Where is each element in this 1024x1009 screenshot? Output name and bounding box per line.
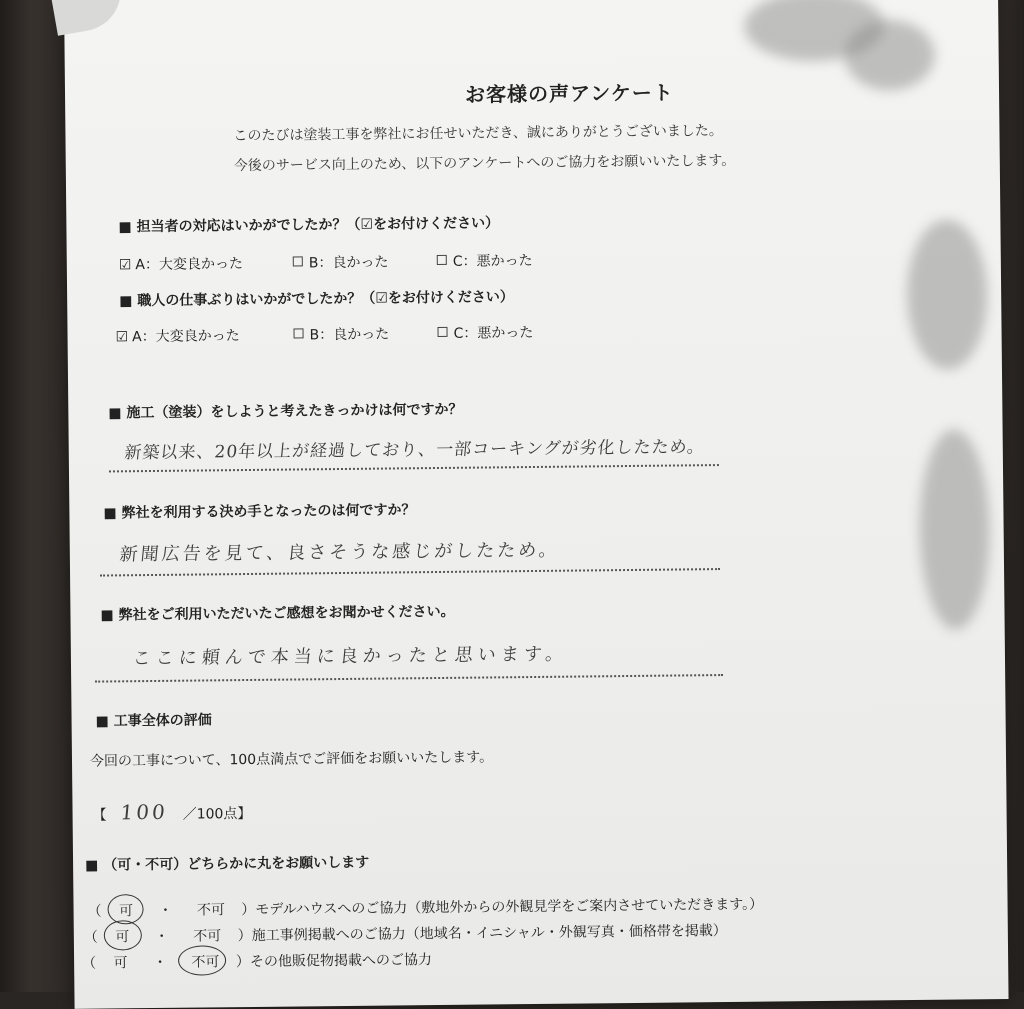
score-bracket: 【	[92, 807, 107, 824]
q2-option-b[interactable]: B：良かった	[293, 324, 389, 345]
q7-row-label: ）モデルハウスへのご協力（敷地外からの外観見学をご案内させていただきます。）	[241, 896, 764, 919]
intro-line-1: このたびは塗装工事を弊社にお任せいただき、誠にありがとうございました。	[233, 122, 723, 145]
q7-row-model-house[interactable]: （ 可 ・ 不可 ）モデルハウスへのご協力（敷地外からの外観見学をご案内させていただきます。）	[87, 896, 764, 920]
q1-option-b[interactable]: B：良かった	[293, 252, 389, 273]
q7-row-label: ）その他販促物掲載へのご協力	[235, 952, 433, 971]
paper-stain	[844, 20, 935, 91]
q2-question: ■ 職人の仕事ぶりはいかがでしたか？（☑をお付けください）	[119, 286, 514, 310]
q3-question: ■ 施工（塗装）をしようと考えたきっかけは何ですか？	[108, 399, 462, 423]
q3-handwritten-answer[interactable]: 新築以来、20年以上が経過しており、一部コーキングが劣化したため。	[123, 437, 706, 464]
checkbox-icon	[293, 256, 303, 266]
score-suffix: ／100点】	[182, 805, 252, 823]
score-entry[interactable]	[92, 799, 251, 825]
ng-choice[interactable]: 不可	[193, 928, 222, 945]
q1-option-c[interactable]: C：悪かった	[437, 250, 533, 271]
ok-choice[interactable]: 可	[115, 929, 130, 946]
q7-question: ■ （可・不可）どちらかに丸をお願いします	[85, 852, 369, 875]
ng-choice[interactable]: 不可	[191, 954, 220, 971]
ok-choice[interactable]: 可	[113, 955, 128, 972]
q6-prompt: 今回の工事について、100点満点でご評価をお願いいたします。	[89, 749, 494, 770]
q7-row-case-study[interactable]: （ 可 ・ 不可 ）施工事例掲載へのご協力（地域名・イニシャル・外観写真・価格帯を掲載）	[83, 923, 727, 946]
checkbox-icon	[437, 255, 447, 265]
ok-choice[interactable]: 可	[118, 903, 134, 920]
q4-question: ■ 弊社を利用する決め手となったのは何ですか？	[103, 499, 415, 522]
paper-stain	[906, 219, 988, 370]
q1-option-a[interactable]: ☑ A：大変良かった	[118, 256, 244, 274]
q7-row-label: ）施工事例掲載へのご協力（地域名・イニシャル・外観写真・価格帯を掲載）	[237, 923, 727, 945]
q6-question: ■ 工事全体の評価	[95, 709, 211, 730]
answer-line	[100, 568, 720, 576]
q4-handwritten-answer[interactable]: 新聞広告を見て、良さそうな感じがしたため。	[118, 539, 561, 566]
q1-question: ■ 担当者の対応はいかがでしたか？（☑をお付けください）	[118, 212, 499, 236]
paper-stain	[919, 429, 991, 630]
q5-question: ■ 弊社をご利用いただいたご感想をお聞かせください。	[100, 601, 454, 625]
page-title: お客様の声アンケート	[464, 80, 674, 107]
q7-row-other-promo[interactable]: （ 可 ・ 不可 ）その他販促物掲載へのご協力	[82, 952, 433, 972]
checkbox-icon	[293, 328, 303, 338]
q2-option-a[interactable]: ☑ A：大変良かった	[115, 328, 240, 346]
ng-choice[interactable]: 不可	[196, 902, 226, 919]
score-handwritten: 100	[119, 799, 170, 825]
checked-box-icon: ☑	[115, 329, 129, 346]
checked-box-icon: ☑	[118, 257, 132, 274]
answer-line	[109, 464, 719, 472]
answer-line	[95, 674, 723, 683]
q5-handwritten-answer[interactable]: ここに頼んで本当に良かったと思います。	[131, 643, 570, 670]
survey-sheet	[64, 0, 1009, 1009]
checkbox-icon	[437, 327, 447, 337]
q2-option-c[interactable]: C：悪かった	[437, 322, 533, 343]
intro-line-2: 今後のサービス向上のため、以下のアンケートへのご協力をお願いいたします。	[233, 152, 736, 175]
